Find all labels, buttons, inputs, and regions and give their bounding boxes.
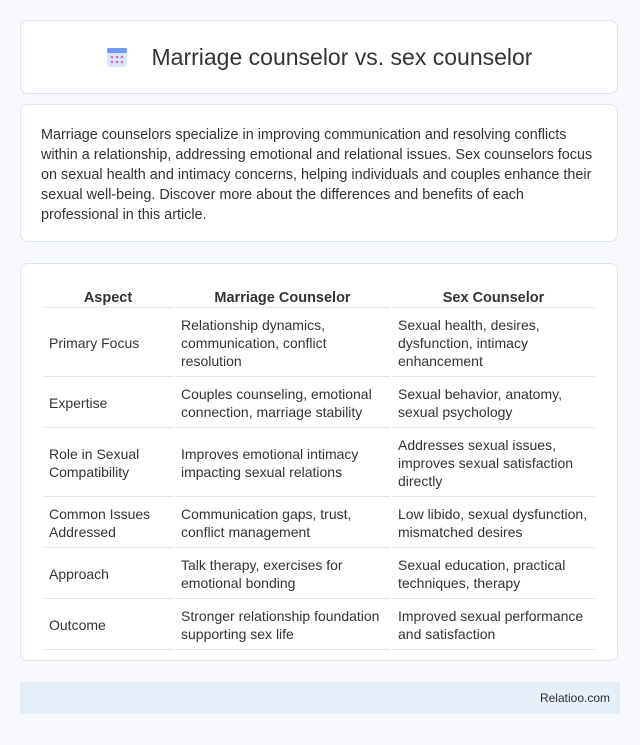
marriage-counselor-cell: Relationship dynamics, communication, conflict resolution bbox=[175, 310, 390, 377]
table-row bbox=[43, 499, 595, 548]
marriage-counselor-cell: Talk therapy, exercises for emotional bonding bbox=[175, 550, 390, 599]
marriage-counselor-cell: Communication gaps, trust, conflict management bbox=[175, 499, 390, 548]
marriage-counselor-cell: Stronger relationship foundation supporting sex life bbox=[175, 601, 390, 650]
aspect-cell: Outcome bbox=[43, 601, 173, 650]
aspect-cell: Expertise bbox=[43, 379, 173, 428]
table-row bbox=[43, 379, 595, 428]
column-header-aspect: Aspect bbox=[43, 286, 173, 308]
sex-counselor-cell: Addresses sexual issues, improves sexual satisfaction directly bbox=[392, 430, 595, 497]
intro-paragraph: Marriage counselors specialize in improving communication and resolving conflicts within a relationship, addressing emotional and relational issues. Sex counselors focus on sexual health and intimacy concerns, helping individuals and couples enhance their sexual well-being. Discover more about the differences and benefits of each professional in this article. bbox=[41, 127, 593, 223]
footer-site-name: Relatioo.com bbox=[539, 691, 610, 705]
comparison-table bbox=[41, 284, 597, 652]
marriage-counselor-cell: Couples counseling, emotional connection, marriage stability bbox=[175, 379, 390, 428]
intro-card bbox=[20, 104, 618, 242]
table-header-row bbox=[43, 286, 595, 308]
page-title: Marriage counselor vs. sex counselor bbox=[151, 43, 533, 70]
aspect-cell: Primary Focus bbox=[43, 310, 173, 377]
table-row bbox=[43, 430, 595, 497]
title-card bbox=[20, 20, 618, 94]
aspect-cell: Common Issues Addressed bbox=[43, 499, 173, 548]
table-row bbox=[43, 601, 595, 650]
sex-counselor-cell: Sexual behavior, anatomy, sexual psychology bbox=[392, 379, 595, 428]
sex-counselor-cell: Sexual education, practical techniques, therapy bbox=[392, 550, 595, 599]
marriage-counselor-cell: Improves emotional intimacy impacting sexual relations bbox=[175, 430, 390, 497]
calendar-icon bbox=[106, 46, 128, 68]
sex-counselor-cell: Improved sexual performance and satisfaction bbox=[392, 601, 595, 650]
column-header-sex-counselor: Sex Counselor bbox=[392, 286, 595, 308]
column-header-marriage-counselor: Marriage Counselor bbox=[175, 286, 390, 308]
aspect-cell: Role in Sexual Compatibility bbox=[43, 430, 173, 497]
sex-counselor-cell: Low libido, sexual dysfunction, mismatched desires bbox=[392, 499, 595, 548]
comparison-card bbox=[20, 263, 618, 661]
sex-counselor-cell: Sexual health, desires, dysfunction, intimacy enhancement bbox=[392, 310, 595, 377]
table-row bbox=[43, 550, 595, 599]
table-row bbox=[43, 310, 595, 377]
footer bbox=[20, 682, 620, 714]
aspect-cell: Approach bbox=[43, 550, 173, 599]
